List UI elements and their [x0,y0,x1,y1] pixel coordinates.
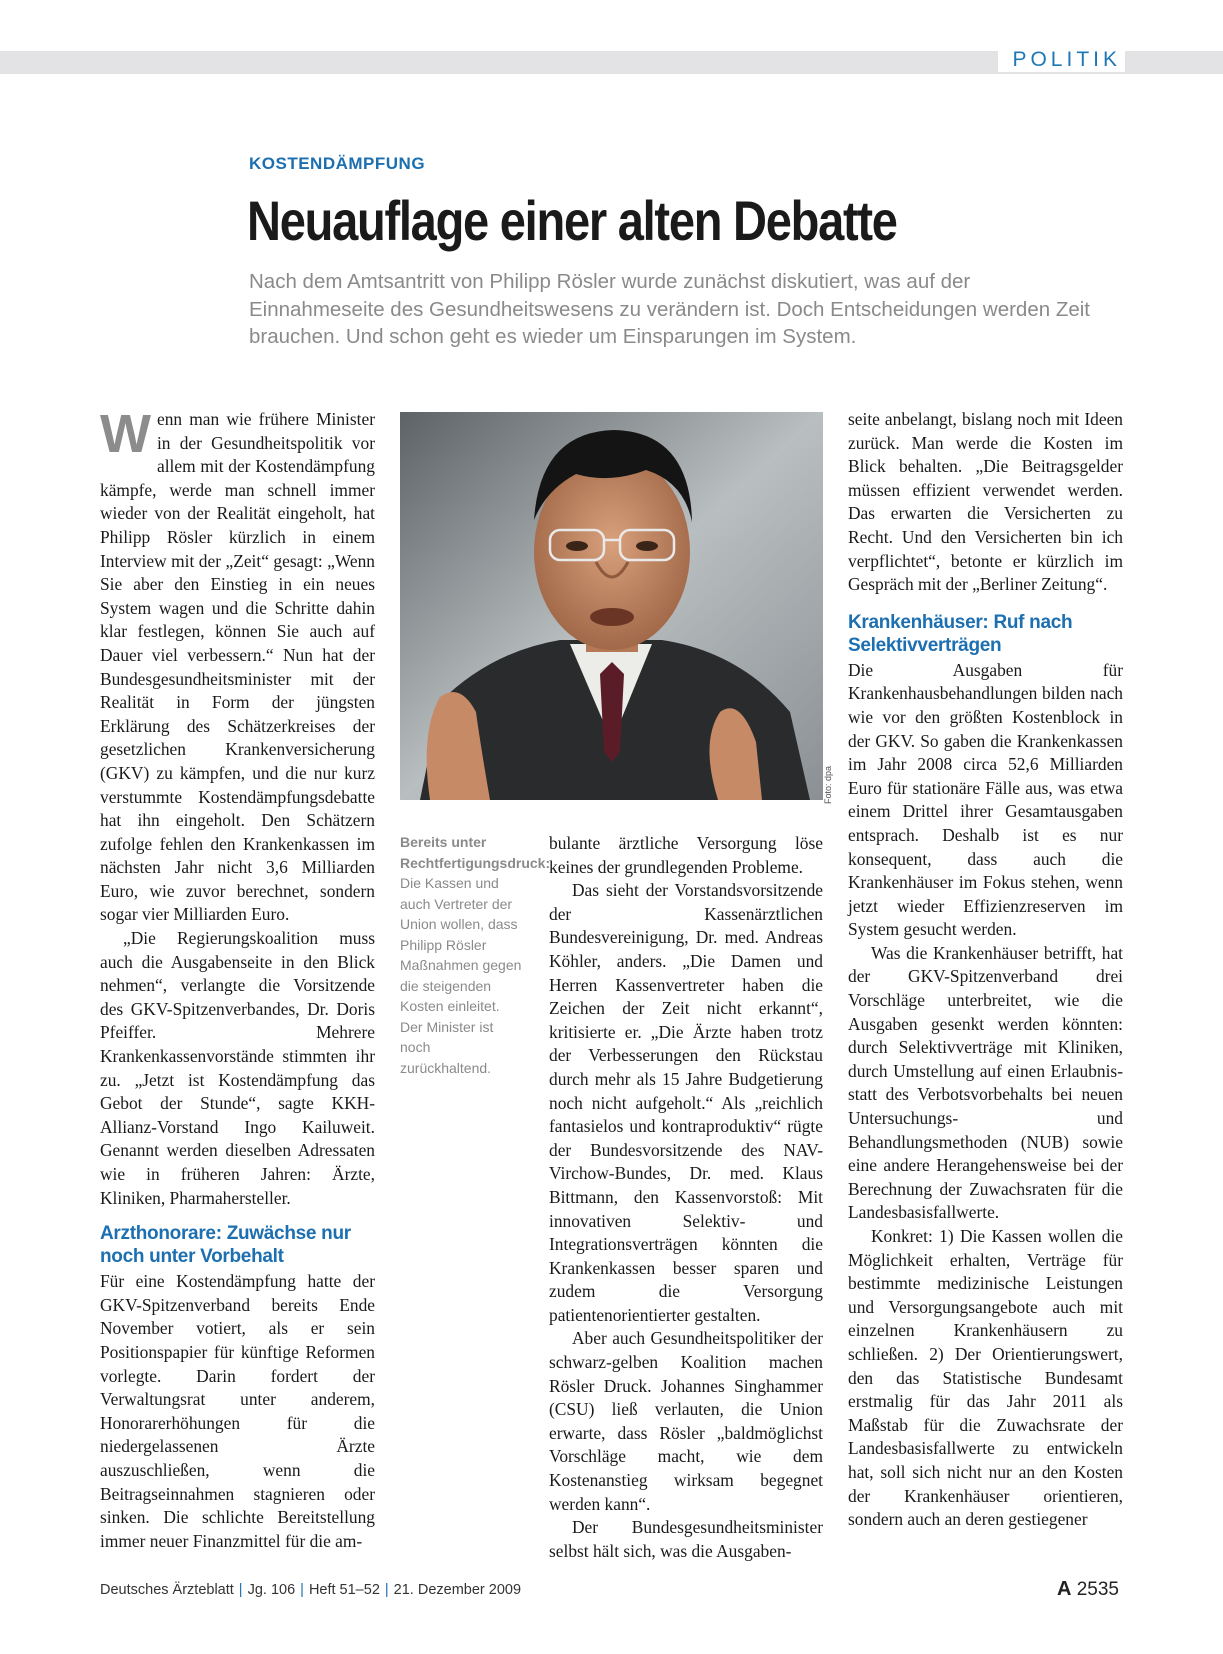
paragraph-text: enn man wie frühere Minister in der Gesundheitspolitik vor allem mit der Kostendämpfung kämpfe, werde man schnell immer wieder von der Realität eingeholt, hat Philipp Rösler kürzlich in einem Interview mit der „Zeit“ gesagt: „Wenn Sie aber den Einstieg in ein neues System wagen und die Schritte dahin klar festlegen, können Sie auch auf Dauer viel verbessern.“ Nun hat der Bundesgesundheitsminister mit der Realität in Form der jüngsten Erklärung des Schätzerkreises der gesetzlichen Krankenversicherung (GKV) zu kämpfen, und die nur kurz verstummte Kostendämpfungsdebatte hat ihn eingeholt. Den Schätzern zufolge fehlen den Krankenkassen im nächsten Jahr nicht 3,6 Milliarden Euro, wie zuvor berechnet, sondern sogar vier Milliarden Euro. [100,409,375,925]
journal-name: Deutsches Ärzteblatt [100,1582,234,1598]
caption-lead: Bereits unter Rechtfertigungsdruck: [400,834,551,871]
article-headline: Neuauflage einer alten Debatte [247,189,897,252]
portrait-photo [400,412,823,800]
paragraph: Aber auch Gesundheitspolitiker der schwarz-gelben Koalition machen Rösler Druck. Johannes Singhammer (CSU) ließ verlauten, die Union erwarte, dass Rösler „baldmöglichst Vorschläge macht, wie dem Kostenanstieg wirksam begegnet werden kann“. [549,1328,823,1514]
paragraph: Für eine Kostendämpfung hatte der GKV-Spitzenverband bereits Ende November votiert, als er sein Positionspapier für künftige Reformen vorlegte. Darin fordert der Verwaltungsrat unter anderem, Honorarerhöhungen für die niedergelassenen Ärzte auszuschließen, wenn die Beitragseinnahmen stagnieren oder sinken. Die schlichte Bereitstellung immer neuer Finanzmittel für die am- [100,1271,375,1551]
issue-date: 21. Dezember 2009 [393,1582,522,1598]
article-kicker: KOSTENDÄMPFUNG [249,154,426,173]
caption-text: Die Kassen und auch Vertreter der Union wollen, dass Philipp Rösler Maßnahmen gegen die steigenden Kosten einleitet. Der Minister ist noch zurückhaltend. [400,875,522,1076]
paragraph: Die Ausgaben für Krankenhausbehandlungen bilden nach wie vor den größten Kostenblock in der GKV. So gaben die Krankenkassen im Jahr 2008 circa 52,6 Milliarden Euro für stationäre Fälle aus, was etwa einem Drittel ihrer Gesamtausgaben entsprach. Deshalb ist es nur konsequent, dass auch die Krankenhäuser im Fokus stehen, wenn jetzt wieder Effizienzreserven im System gesucht werden. [848,659,1123,940]
column-2 [549,832,823,1563]
portrait-illustration [400,412,823,800]
paragraph: Das sieht der Vorstandsvorsitzende der Kassenärztlichen Bundesvereinigung, Dr. med. Andreas Köhler, anders. „Die Damen und Herren Kassenvertreter haben die Zeichen der Zeit nicht erkannt“, kritisierte er. „Die Ärzte haben trotz der Verbesserungen den Rückstau durch mehr als 15 Jahre Budgetierung noch nicht aufgeholt.“ Als „reichlich fantasielos und kontraproduktiv“ rügte der Bundesvorsitzende des NAV-Virchow-Bundes, Dr. med. Klaus Bittmann, den Kassenvorstoß: Mit innovativen Selektiv- und Integrationsverträgen könnten die Krankenkassen besser sparen und zudem die Versorgung patientenorientierter gestalten. [549,880,823,1325]
volume: Jg. 106 [247,1582,296,1598]
subheading-arzthonorare: Arzthonorare: Zuwächse nur noch unter Vorbehalt [100,1223,351,1268]
issue: Heft 51–52 [308,1582,380,1598]
paragraph: Konkret: 1) Die Kassen wollen die Möglichkeit erhalten, Verträge für bestimmte medizinische Leistungen und Versorgungsangebote auch mit einzelnen Krankenhäusern zu schließen. 2) Der Orientierungswert, den das Statistische Bundesamt erstmalig für das Jahr 2011 als Maßstab für die Zuwachsrate der Landesbasisfallwerte zu entwickeln hat, soll sich nicht nur an den Kosten der Krankenhäuser orientieren, sondern auch an deren gestiegener [848,1226,1123,1530]
drop-cap: W [100,404,151,464]
paragraph: bulante ärztliche Versorgung löse keines der grundlegenden Probleme. [549,833,823,877]
subheading-krankenhaeuser: Krankenhäuser: Ruf nach Selektivverträgen [848,611,1073,656]
column-1 [100,404,375,1553]
article-lead: Nach dem Amtsantritt von Philipp Rösler wurde zunächst diskutiert, was auf der Einnahmeseite des Gesundheitswesens zu verändern ist. Doch Entscheidungen werden Zeit brauchen. Und schon geht es wieder um Einsparungen im System. [249,270,1090,348]
separator: | [384,1582,389,1598]
page-footer [100,1582,521,1598]
separator: | [300,1582,304,1598]
paragraph: Was die Krankenhäuser betrifft, hat der GKV-Spitzenverband drei Vorschläge unterbreitet, wie die Ausgaben gesenkt werden könnten: durch Selektivverträge mit Kliniken, durch Umstellung auf einen Erlaubnis- statt des Verbotsvorbehalts bei neuen Untersuchungs- und Behandlungsmethoden (NUB) sowie eine andere Herangehensweise bei der Berechnung der Zuwachsraten für die Landesbasisfallwerte. [848,942,1123,1223]
page-number-value: 2535 [1076,1579,1119,1600]
paragraph [100,404,375,927]
photo-credit: Foto: dpa [823,765,833,804]
paragraph: seite anbelangt, bislang noch mit Ideen zurück. Man werde die Kosten im Blick behalten. „Die Beitragsgelder müssen effizient verwendet werden. Das erwarten die Versicherten zu Recht. Und den Versicherten bin ich verpflichtet“, betonte er kürzlich im Gespräch mit der „Berliner Zeitung“. [848,409,1123,595]
separator: | [238,1582,243,1598]
page-prefix: A [1056,1578,1072,1600]
section-label: POLITIK [998,48,1125,72]
paragraph: Der Bundesgesundheitsminister selbst hält sich, was die Ausgaben- [549,1517,823,1561]
photo-caption [400,832,551,1078]
column-3 [848,408,1123,1532]
paragraph: „Die Regierungskoalition muss auch die Ausgabenseite in den Blick nehmen“, verlangte die Vorsitzende des GKV-Spitzenverbandes, Dr. Doris Pfeiffer. Mehrere Krankenkassenvorstände stimmten ihr zu. „Jetzt ist Kostendämpfung das Gebot der Stunde“, sagte KKH-Allianz-Vorstand Ingo Kailuweit. Genannt werden dieselben Adressaten wie in früheren Jahren: Ärzte, Kliniken, Pharmahersteller. [100,928,375,1208]
page-number [1057,1578,1119,1601]
